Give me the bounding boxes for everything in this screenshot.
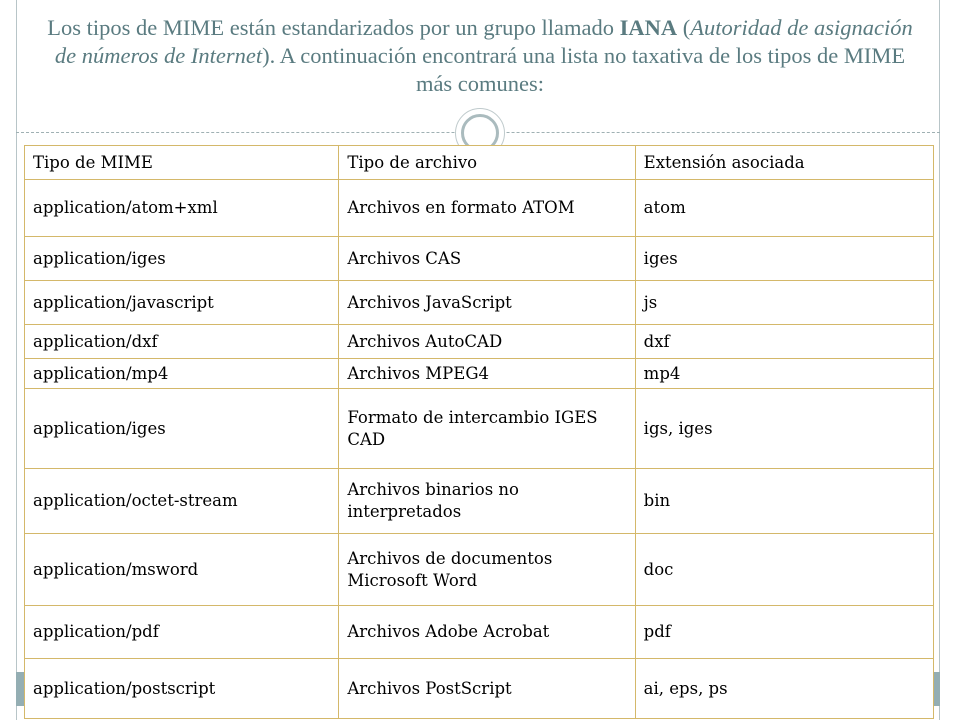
cell-file-type: Formato de intercambio IGES CAD — [339, 389, 635, 469]
cell-mime-type: application/iges — [25, 389, 339, 469]
cell-file-type: Archivos CAS — [339, 237, 635, 281]
table-row — [25, 389, 934, 469]
mime-types-table — [24, 145, 934, 719]
cell-extension: iges — [635, 237, 933, 281]
cell-mime-type: application/javascript — [25, 281, 339, 325]
intro-paragraph — [36, 14, 924, 98]
cell-extension: pdf — [635, 606, 933, 659]
cell-extension: doc — [635, 534, 933, 606]
cell-extension: igs, iges — [635, 389, 933, 469]
table-row — [25, 469, 934, 534]
intro-org-expansion: Autoridad de asignación de números de Internet — [54, 15, 913, 68]
header-cell-extension: Extensión asociada — [635, 146, 933, 180]
cell-file-type: Archivos binarios no interpretados — [339, 469, 635, 534]
cell-mime-type: application/octet-stream — [25, 469, 339, 534]
table-row — [25, 606, 934, 659]
cell-file-type: Archivos de documentos Microsoft Word — [339, 534, 635, 606]
cell-extension: dxf — [635, 325, 933, 359]
cell-file-type: Archivos PostScript — [339, 659, 635, 719]
cell-file-type: Archivos MPEG4 — [339, 359, 635, 389]
header-cell-file-type: Tipo de archivo — [339, 146, 635, 180]
cell-file-type: Archivos JavaScript — [339, 281, 635, 325]
cell-extension: atom — [635, 180, 933, 237]
table-row — [25, 325, 934, 359]
table-row — [25, 534, 934, 606]
cell-mime-type: application/mp4 — [25, 359, 339, 389]
cell-mime-type: application/dxf — [25, 325, 339, 359]
table-row — [25, 237, 934, 281]
cell-file-type: Archivos Adobe Acrobat — [339, 606, 635, 659]
intro-text-1: Los tipos de MIME están estandarizados por un grupo llamado — [47, 15, 620, 40]
cell-extension: mp4 — [635, 359, 933, 389]
table-row — [25, 359, 934, 389]
cell-mime-type: application/atom+xml — [25, 180, 339, 237]
cell-extension: ai, eps, ps — [635, 659, 933, 719]
cell-mime-type: application/pdf — [25, 606, 339, 659]
cell-extension: js — [635, 281, 933, 325]
table-header-row — [25, 146, 934, 180]
intro-text-3: ). A continuación encontrará una lista no taxativa de los tipos de MIME más comunes: — [262, 43, 906, 96]
cell-extension: bin — [635, 469, 933, 534]
header-cell-mime-type: Tipo de MIME — [25, 146, 339, 180]
table-row — [25, 281, 934, 325]
intro-text-2: ( — [677, 15, 691, 40]
cell-mime-type: application/msword — [25, 534, 339, 606]
cell-file-type: Archivos en formato ATOM — [339, 180, 635, 237]
cell-mime-type: application/iges — [25, 237, 339, 281]
cell-mime-type: application/postscript — [25, 659, 339, 719]
table-row — [25, 659, 934, 719]
table-row — [25, 180, 934, 237]
cell-file-type: Archivos AutoCAD — [339, 325, 635, 359]
intro-org: IANA — [619, 15, 678, 40]
